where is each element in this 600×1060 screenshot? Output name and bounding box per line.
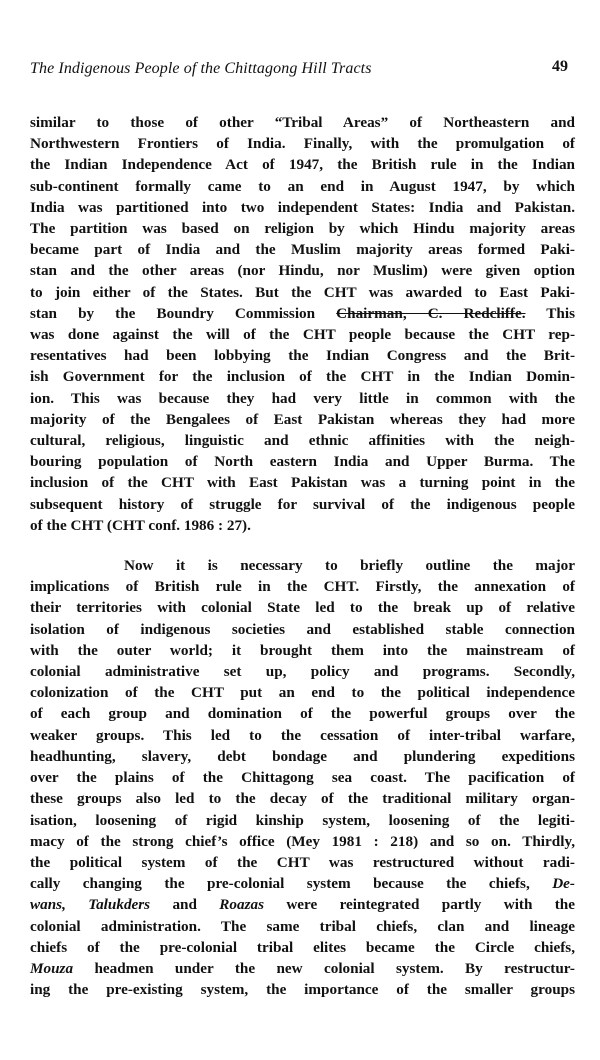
text-fragment: and	[150, 896, 220, 914]
text-line: of each group and domination of the powerful groups over the	[30, 705, 575, 723]
text-line: over the plains of the Chittagong sea coast. The pacification of	[30, 769, 575, 787]
text-line: the Indian Independence Act of 1947, the British rule in the Indian	[30, 156, 575, 174]
text-fragment: This	[525, 304, 576, 322]
text-fragment: headmen under the new colonial system. By restructur-	[73, 959, 575, 977]
text-line: of the CHT (CHT conf. 1986 : 27).	[30, 516, 251, 534]
text-line: inclusion of the CHT with East Pakistan was a turning point in the	[30, 474, 575, 492]
text-line: ion. This was because they had very little in common with the	[30, 389, 575, 407]
text-line: became part of India and the Muslim majority areas formed Paki-	[30, 241, 575, 259]
italic-term: De-	[552, 875, 575, 893]
text-line: The partition was based on religion by which Hindu majority areas	[30, 220, 575, 238]
paragraph-2	[30, 555, 575, 1000]
page-number: 49	[552, 58, 568, 75]
text-line: similar to those of other “Tribal Areas” of Northeastern and	[30, 114, 575, 131]
text-line: sub-continent formally came to an end in August 1947, by which	[30, 177, 575, 195]
text-line: majority of the Bengalees of East Pakistan whereas they had more	[30, 410, 575, 428]
text-line: the political system of the CHT was restructured without radi-	[30, 853, 575, 871]
text-line: was done against the will of the CHT people because the CHT rep-	[30, 326, 575, 344]
text-line: ing the pre-existing system, the importance of the smaller groups	[30, 981, 575, 999]
text-fragment: cally changing the pre-colonial system because the chiefs,	[30, 875, 553, 893]
text-line: these groups also led to the decay of the traditional military organ-	[30, 790, 575, 808]
text-line-with-italics	[30, 958, 575, 979]
text-line-with-italics	[30, 894, 575, 915]
body-text	[30, 112, 575, 1000]
text-line: cultural, religious, linguistic and ethnic affinities with the neigh-	[30, 432, 575, 450]
paragraph-1	[30, 112, 575, 536]
text-line: colonization of the CHT put an end to the political independence	[30, 684, 575, 702]
struck-text: Chairman, C. Redcliffe.	[336, 304, 526, 322]
text-line: weaker groups. This led to the cessation of inter-tribal warfare,	[30, 726, 575, 744]
text-line: colonial administrative set up, policy and programs. Secondly,	[30, 663, 575, 681]
text-line: subsequent history of struggle for survival of the indigenous people	[30, 495, 575, 513]
text-line: Northwestern Frontiers of India. Finally, with the promulgation of	[30, 135, 575, 153]
italic-term: wans, Talukders	[30, 896, 151, 914]
text-line-with-strikethrough	[30, 303, 575, 324]
italic-term: Mouza	[30, 959, 74, 977]
text-line: headhunting, slavery, debt bondage and plundering expeditions	[30, 747, 575, 765]
text-line: isation, loosening of rigid kinship system, loosening of the legiti-	[30, 811, 575, 829]
paragraph-spacer	[30, 536, 575, 555]
text-line: Now it is necessary to briefly outline the major	[124, 557, 575, 575]
text-line: India was partitioned into two independent States: India and Pakistan.	[30, 198, 575, 216]
text-fragment: stan by the Boundry Commission	[30, 304, 337, 322]
text-line: colonial administration. The same tribal chiefs, clan and lineage	[30, 917, 575, 935]
text-line-with-italics	[30, 873, 575, 894]
text-line: ish Government for the inclusion of the CHT in the Indian Domin-	[30, 368, 575, 386]
text-line: with the outer world; it brought them into the mainstream of	[30, 641, 575, 659]
text-line: isolation of indigenous societies and established stable connection	[30, 620, 575, 638]
text-line: macy of the strong chief’s office (Mey 1981 : 218) and so on. Thirdly,	[30, 832, 575, 850]
text-line: stan and the other areas (nor Hindu, nor Muslim) were given option	[30, 262, 575, 280]
text-line: to join either of the States. But the CHT was awarded to East Paki-	[30, 283, 575, 301]
italic-term: Roazas	[219, 896, 264, 914]
running-title: The Indigenous People of the Chittagong Hill Tracts	[30, 60, 372, 77]
text-fragment: were reintegrated partly with the	[264, 896, 575, 914]
text-line: resentatives had been lobbying the Indian Congress and the Brit-	[30, 347, 575, 365]
text-line: their territories with colonial State led to the break up of relative	[30, 599, 575, 617]
text-line: bouring population of North eastern India and Upper Burma. The	[30, 453, 575, 471]
text-line: chiefs of the pre-colonial tribal elites became the Circle chiefs,	[30, 938, 575, 956]
text-line: implications of British rule in the CHT. Firstly, the annexation of	[30, 578, 575, 596]
